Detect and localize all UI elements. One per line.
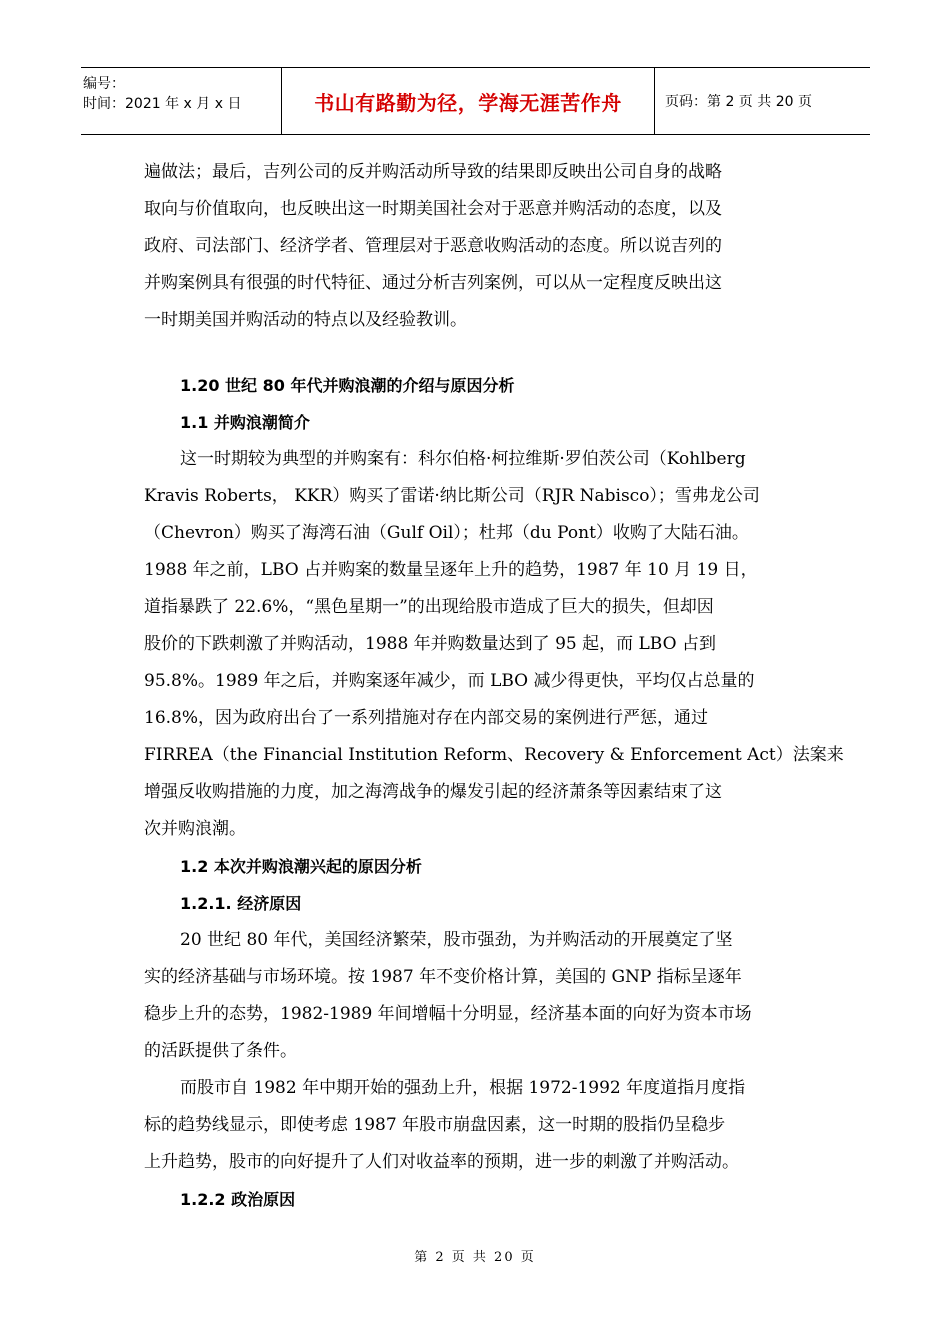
text-line: 取向与价值取向，也反映出这一时期美国社会对于恶意并购活动的态度，以及: [144, 199, 722, 219]
text-line: 16.8%，因为政府出台了一系列措施对存在内部交易的案例进行严惩，通过: [144, 708, 709, 728]
text-line: 95.8%。1989 年之后，并购案逐年减少，而 LBO 减少得更快，平均仅占总量的: [144, 671, 755, 691]
header-page-number: 页码：第 2 页 共 20 页: [665, 94, 812, 110]
text-line: 遍做法；最后，吉列公司的反并购活动所导致的结果即反映出公司自身的战略: [144, 162, 722, 182]
text-line: 这一时期较为典型的并购案有：科尔伯格·柯拉维斯·罗伯茨公司（Kohlberg: [180, 449, 746, 469]
text-line: 而股市自 1982 年中期开始的强劲上升，根据 1972-1992 年度道指月度指: [180, 1078, 746, 1098]
text-line: 上升趋势，股市的向好提升了人们对收益率的预期，进一步的刺激了并购活动。: [144, 1152, 739, 1172]
document-number-label: 编号：: [83, 76, 125, 92]
footer-page-number: 第 2 页 共 20 页: [414, 1250, 536, 1265]
text-line: 政府、司法部门、经济学者、管理层对于恶意收购活动的态度。所以说吉列的: [144, 236, 722, 256]
text-line: 并购案例具有很强的时代特征、通过分析吉列案例，可以从一定程度反映出这: [144, 273, 722, 293]
text-line: 实的经济基础与市场环境。按 1987 年不变价格计算，美国的 GNP 指标呈逐年: [144, 967, 742, 987]
text-line: 一时期美国并购活动的特点以及经验教训。: [144, 310, 467, 330]
text-line: 增强反收购措施的力度，加之海湾战争的爆发引起的经济萧条等因素结束了这: [144, 782, 722, 802]
text-line: （Chevron）购买了海湾石油（Gulf Oil）；杜邦（du Pont）收购了大陆石油。: [144, 523, 749, 543]
header-motto: 书山有路勤为径，学海无涯苦作舟: [314, 90, 622, 115]
text-line: FIRREA（the Financial Institution Reform、Recovery & Enforcement Act）法案来: [144, 745, 844, 765]
header-page-cell: [655, 68, 870, 134]
text-line: Kravis Roberts， KKR）购买了雷诺·纳比斯公司（RJR Nabisco）；雪弗龙公司: [144, 486, 760, 506]
header-motto-cell: [281, 68, 655, 134]
text-line: 1988 年之前，LBO 占并购案的数量呈逐年上升的趋势，1987 年 10 月 19 日，: [144, 560, 758, 580]
spacer: [144, 339, 810, 367]
text-line: 标的趋势线显示，即使考虑 1987 年股市崩盘因素，这一时期的股指仍呈稳步: [144, 1115, 726, 1135]
header-meta: [81, 68, 281, 134]
text-line: 道指暴跌了 22.6%，“黑色星期一”的出现给股市造成了巨大的损失，但却因: [144, 597, 714, 617]
section-heading-1-1: 1.1 并购浪潮简介: [180, 413, 310, 432]
document-date-label: 时间：2021 年 x 月 x 日: [83, 96, 242, 112]
section-heading-1-2-1: 1.2.1. 经济原因: [180, 894, 302, 913]
page-header: [81, 67, 870, 135]
section-heading-1-2: 1.2 本次并购浪潮兴起的原因分析: [180, 857, 422, 876]
paragraph-1-2-1b: [144, 1070, 810, 1181]
page-footer: [0, 1246, 950, 1265]
document-body: [144, 154, 844, 1218]
section-heading-1-2-2: 1.2.2 政治原因: [180, 1190, 296, 1209]
paragraph-1-1: [144, 441, 844, 848]
paragraph-1-2-1a: [144, 922, 810, 1070]
section-heading-main: 1.20 世纪 80 年代并购浪潮的介绍与原因分析: [180, 376, 515, 395]
text-line: 的活跃提供了条件。: [144, 1041, 297, 1061]
text-line: 稳步上升的态势，1982-1989 年间增幅十分明显，经济基本面的向好为资本市场: [144, 1004, 752, 1024]
text-line: 股价的下跌刺激了并购活动，1988 年并购数量达到了 95 起，而 LBO 占到: [144, 634, 716, 654]
text-line: 次并购浪潮。: [144, 819, 246, 839]
paragraph-intro: [144, 154, 810, 339]
text-line: 20 世纪 80 年代，美国经济繁荣，股市强劲，为并购活动的开展奠定了坚: [180, 930, 733, 950]
